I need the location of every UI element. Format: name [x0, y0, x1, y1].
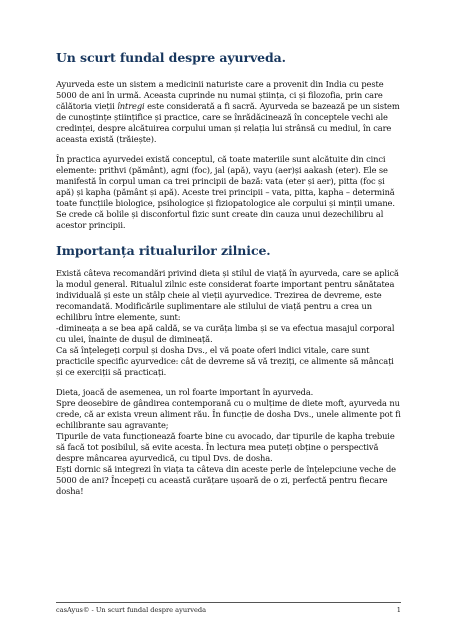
rituals-text: Există câteva recomandări privind dieta și stilul de viață în ayurveda, care se aplică la modul general. Ritualul zilnic este considerat foarte important pentru sănătatea individuală și este un stâlp cheie al vieții ayurvedice. Trezirea de devreme, este recomandată. Modificările suplimentare ale stilului de viață pentru a crea un echilibru între elemente, sunt: — [56, 268, 399, 322]
page-footer — [56, 602, 401, 614]
intro-text-c: este considerată a fi sacră. Ayurveda se bazează pe un sistem de cunoștințe științifice și practice, care se înrădăcinează în conceptele vechi ale credinței, despre alcătuirea corpului uman și relația lui strânsă cu mediul, în care aceasta există (trăiește). — [56, 101, 400, 144]
diet-types: Tipurile de vata funcționează foarte bine cu avocado, dar tipurile de kapha trebuie să facă tot posibilul, să evite acesta. În lectura mea puteți obține o perspectivă despre mâncarea ayurvedică, cu tipul Dvs. de dosha. — [56, 431, 395, 463]
intro-text-b: care a provenit din India cu peste 5000 de ani în urmă. Aceasta cuprinde nu numai știința, ci și filozofia, prin care călătoria vieții — [56, 79, 384, 111]
section-heading-rituals: Importanța ritualurilor zilnice. — [56, 243, 271, 258]
section-heading-background: Un scurt fundal despre ayurveda. — [56, 50, 286, 65]
intro-italic-word: întregi — [117, 101, 145, 111]
page-number: 1 — [396, 606, 401, 614]
document-body — [56, 50, 401, 506]
paragraph-rituals — [56, 268, 401, 378]
diet-intro: Dieta, joacă de asemenea, un rol foarte important în ayurveda. — [56, 387, 314, 397]
rituals-dosha: Ca să înțelegeți corpul și dosha Dvs., el vă poate oferi indici vitale, care sunt practicile specific ayurvedice: cât de devreme să vă treziți, ce alimente să mâncați și ce exerciții să practicați. — [56, 345, 394, 377]
diet-invitation: Ești dornic să integrezi în viața ta câteva din aceste perle de înțelepciune veche de 5000 de ani? Începeți cu această curățare ușoară de o zi, perfectă pentru fiecare dosha! — [56, 464, 396, 496]
footer-title: casAyus© - Un scurt fundal despre ayurveda — [56, 606, 206, 614]
diet-contemporary: Spre deosebire de gândirea contemporană cu o mulțime de diete moft, ayurveda nu crede, că ar exista vreun aliment rău. În funcție de dosha Dvs., unele alimente pot fi echilibrante sau agravante; — [56, 398, 401, 430]
rituals-morning: -dimineața a se bea apă caldă, se va curăța limba și se va efectua masajul corporal cu ulei, înainte de dușul de dimineață. — [56, 323, 395, 344]
paragraph-diet — [56, 387, 401, 497]
natural-medicine-link[interactable]: sistem a medicinii naturiste — [129, 79, 244, 89]
paragraph-elements: În practica ayurvedei există conceptul, că toate materiile sunt alcătuite din cinci elemente: prithvi (pământ), agni (foc), jal (apă), vayu (aer)și aakash (eter). Ele se manifestă în corpul uman ca trei principii de bază: vata (eter și aer), pitta (foc și apă) și kapha (pământ și apă). Aceste trei principii – vata, pitta, kapha – determină toate funcțiile biologice, psihologice și fiziopatologice ale corpului și minții umane. Se crede că bolile și disconfortul fizic sunt create din cauza unui dezechilibru al acestor principii. — [56, 154, 395, 230]
intro-text-a: Ayurveda este un — [56, 79, 130, 89]
paragraph-intro — [56, 79, 401, 145]
